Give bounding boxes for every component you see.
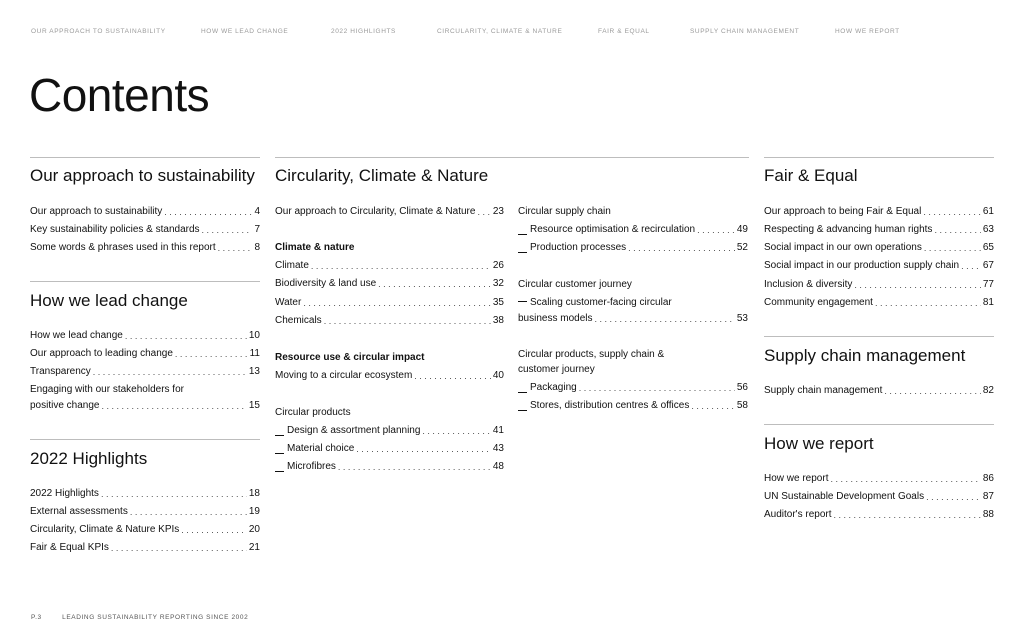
toc-item-page: 8: [254, 242, 260, 253]
dash-icon: [518, 301, 527, 302]
toc-item[interactable]: [30, 400, 260, 412]
subsection-heading-supply: Circular supply chain: [518, 206, 611, 217]
toc-item-label: Auditor's report: [764, 509, 832, 520]
toc-item[interactable]: [764, 473, 994, 485]
toc-item-label: Circularity, Climate & Nature KPIs: [30, 524, 180, 535]
toc-item[interactable]: [275, 461, 504, 473]
footer-tagline: LEADING SUSTAINABILITY REPORTING SINCE 2002: [62, 614, 249, 621]
toc-item-page: 88: [982, 509, 994, 520]
toc-item-page: 67: [982, 260, 994, 271]
toc-item[interactable]: [30, 542, 260, 554]
toc-item-page: 49: [736, 224, 748, 235]
toc-item[interactable]: [764, 279, 994, 291]
toc-item-page: 61: [982, 206, 994, 217]
section-divider: [764, 424, 994, 425]
toc-item[interactable]: [518, 400, 748, 412]
toc-item[interactable]: [275, 315, 504, 327]
page-number: P.3: [31, 614, 42, 621]
toc-item-label: How we report: [764, 473, 829, 484]
toc-item-label: Respecting & advancing human rights: [764, 224, 933, 235]
toc-item-page: 48: [492, 461, 504, 472]
toc-item-page: 15: [248, 400, 260, 411]
toc-item[interactable]: [518, 313, 748, 325]
toc-item-label: Climate: [275, 260, 309, 271]
toc-item-label: Stores, distribution centres & offices: [530, 400, 690, 411]
subsection-heading-cpscj-2: customer journey: [518, 364, 595, 375]
section-divider: [30, 281, 260, 282]
dash-icon: [518, 234, 527, 235]
dash-icon: [275, 471, 284, 472]
toc-item-label: Community engagement: [764, 297, 873, 308]
toc-item-label: Production processes: [530, 242, 627, 253]
toc-item-page: 4: [254, 206, 260, 217]
toc-item[interactable]: [275, 260, 504, 272]
toc-item-page: 65: [982, 242, 994, 253]
toc-item-label: Supply chain management: [764, 385, 883, 396]
section-divider: [275, 157, 749, 158]
toc-item-label: Moving to a circular ecosystem: [275, 370, 413, 381]
toc-item-label: UN Sustainable Development Goals: [764, 491, 925, 502]
section-divider: [30, 439, 260, 440]
toc-item-page: 77: [982, 279, 994, 290]
dash-icon: [518, 252, 527, 253]
nav-link-lead-change[interactable]: HOW WE LEAD CHANGE: [201, 28, 289, 35]
section-divider: [764, 157, 994, 158]
toc-item-label: Fair & Equal KPIs: [30, 542, 109, 553]
toc-item[interactable]: [30, 348, 260, 360]
toc-item-page: 20: [248, 524, 260, 535]
toc-item-label: Design & assortment planning: [287, 425, 421, 436]
toc-item-page: 52: [736, 242, 748, 253]
toc-item[interactable]: [764, 242, 994, 254]
toc-item[interactable]: [30, 224, 260, 236]
subsection-heading-climate: Climate & nature: [275, 242, 355, 253]
nav-link-circularity[interactable]: CIRCULARITY, CLIMATE & NATURE: [437, 28, 563, 35]
toc-item-page: 10: [248, 330, 260, 341]
toc-item[interactable]: [275, 443, 504, 455]
toc-item-label: business models: [518, 313, 593, 324]
toc-item-page: 32: [492, 278, 504, 289]
toc-item-label: Social impact in our own operations: [764, 242, 922, 253]
toc-item[interactable]: [30, 488, 260, 500]
toc-item-page: 11: [249, 348, 260, 359]
toc-item-label: Social impact in our production supply chain: [764, 260, 960, 271]
toc-item-label: positive change: [30, 400, 100, 411]
nav-link-approach[interactable]: OUR APPROACH TO SUSTAINABILITY: [31, 28, 166, 35]
toc-item-label: How we lead change: [30, 330, 123, 341]
subsection-heading-cpscj: Circular products, supply chain &: [518, 349, 665, 360]
toc-item-page: 35: [492, 297, 504, 308]
toc-item-label: Our approach to leading change: [30, 348, 173, 359]
toc-item-page: 82: [982, 385, 994, 396]
toc-item-label[interactable]: Engaging with our stakeholders for: [30, 384, 184, 395]
toc-item-label: Inclusion & diversity: [764, 279, 853, 290]
toc-item-label[interactable]: Scaling customer-facing circular: [518, 297, 672, 309]
toc-item-page: 18: [248, 488, 260, 499]
toc-item-page: 19: [248, 506, 260, 517]
section-title-highlights: 2022 Highlights: [30, 449, 148, 468]
toc-item-label: Our approach to being Fair & Equal: [764, 206, 922, 217]
section-divider: [30, 157, 260, 158]
toc-item[interactable]: [30, 366, 260, 378]
toc-item-label: Our approach to sustainability: [30, 206, 163, 217]
toc-item-page: 87: [982, 491, 994, 502]
section-title-supply-chain: Supply chain management: [764, 346, 966, 365]
toc-item-label: Packaging: [530, 382, 577, 393]
toc-item-page: 21: [248, 542, 260, 553]
toc-item-label: Resource optimisation & recirculation: [530, 224, 696, 235]
dash-icon: [518, 392, 527, 393]
toc-item-label: Transparency: [30, 366, 91, 377]
dash-icon: [275, 435, 284, 436]
toc-item-label: Microfibres: [287, 461, 336, 472]
nav-link-supply-chain[interactable]: SUPPLY CHAIN MANAGEMENT: [690, 28, 800, 35]
nav-link-how-we-report[interactable]: HOW WE REPORT: [835, 28, 900, 35]
section-title-fair-equal: Fair & Equal: [764, 166, 858, 185]
toc-item[interactable]: [275, 425, 504, 437]
section-title-circularity: Circularity, Climate & Nature: [275, 166, 489, 185]
toc-item[interactable]: [30, 330, 260, 342]
toc-item[interactable]: [518, 382, 748, 394]
toc-item-label: Key sustainability policies & standards: [30, 224, 200, 235]
toc-item-page: 41: [492, 425, 504, 436]
toc-item[interactable]: [764, 491, 994, 503]
toc-item[interactable]: [30, 524, 260, 536]
toc-item[interactable]: [30, 506, 260, 518]
toc-item[interactable]: [518, 242, 748, 254]
toc-item-page: 23: [492, 206, 504, 217]
section-title-lead-change: How we lead change: [30, 291, 188, 310]
toc-item-label: 2022 Highlights: [30, 488, 99, 499]
section-title-how-we-report: How we report: [764, 434, 874, 453]
subsection-heading-products: Circular products: [275, 407, 351, 418]
toc-item[interactable]: [764, 224, 994, 236]
toc-item-page: 81: [982, 297, 994, 308]
subsection-heading-resource: Resource use & circular impact: [275, 352, 425, 363]
dash-icon: [275, 453, 284, 454]
toc-item[interactable]: [30, 242, 260, 254]
toc-item-page: 43: [492, 443, 504, 454]
toc-item[interactable]: [275, 278, 504, 290]
toc-item[interactable]: [764, 206, 994, 218]
toc-item-page: 56: [736, 382, 748, 393]
toc-item[interactable]: [764, 509, 994, 521]
toc-item[interactable]: [764, 260, 994, 272]
dash-icon: [518, 410, 527, 411]
toc-item[interactable]: [275, 206, 504, 218]
toc-item-label: Chemicals: [275, 315, 322, 326]
section-divider: [764, 336, 994, 337]
toc-item-page: 63: [982, 224, 994, 235]
toc-item[interactable]: [275, 370, 504, 382]
toc-item[interactable]: [275, 297, 504, 309]
page-footer: [31, 614, 266, 621]
toc-item-page: 40: [492, 370, 504, 381]
page-title: Contents: [29, 69, 210, 121]
toc-item[interactable]: [764, 297, 994, 309]
toc-item[interactable]: [518, 224, 748, 236]
toc-item[interactable]: [764, 385, 994, 397]
nav-link-highlights[interactable]: 2022 HIGHLIGHTS: [331, 28, 396, 35]
top-navigation: [31, 28, 991, 38]
toc-item-label: Material choice: [287, 443, 355, 454]
toc-item-page: 58: [736, 400, 748, 411]
toc-item-label: Our approach to Circularity, Climate & Nature: [275, 206, 476, 217]
toc-item-page: 7: [254, 224, 260, 235]
nav-link-fair-equal[interactable]: FAIR & EQUAL: [598, 28, 650, 35]
toc-item-page: 86: [982, 473, 994, 484]
section-title-approach: Our approach to sustainability: [30, 166, 255, 185]
subsection-heading-customer: Circular customer journey: [518, 279, 632, 290]
toc-item-page: 13: [248, 366, 260, 377]
toc-item-label: Some words & phrases used in this report: [30, 242, 216, 253]
toc-item-label: Biodiversity & land use: [275, 278, 377, 289]
toc-item-page: 38: [492, 315, 504, 326]
toc-item-label: External assessments: [30, 506, 128, 517]
toc-item[interactable]: [30, 206, 260, 218]
toc-item-page: 53: [736, 313, 748, 324]
toc-item-label: Water: [275, 297, 302, 308]
toc-item-page: 26: [492, 260, 504, 271]
